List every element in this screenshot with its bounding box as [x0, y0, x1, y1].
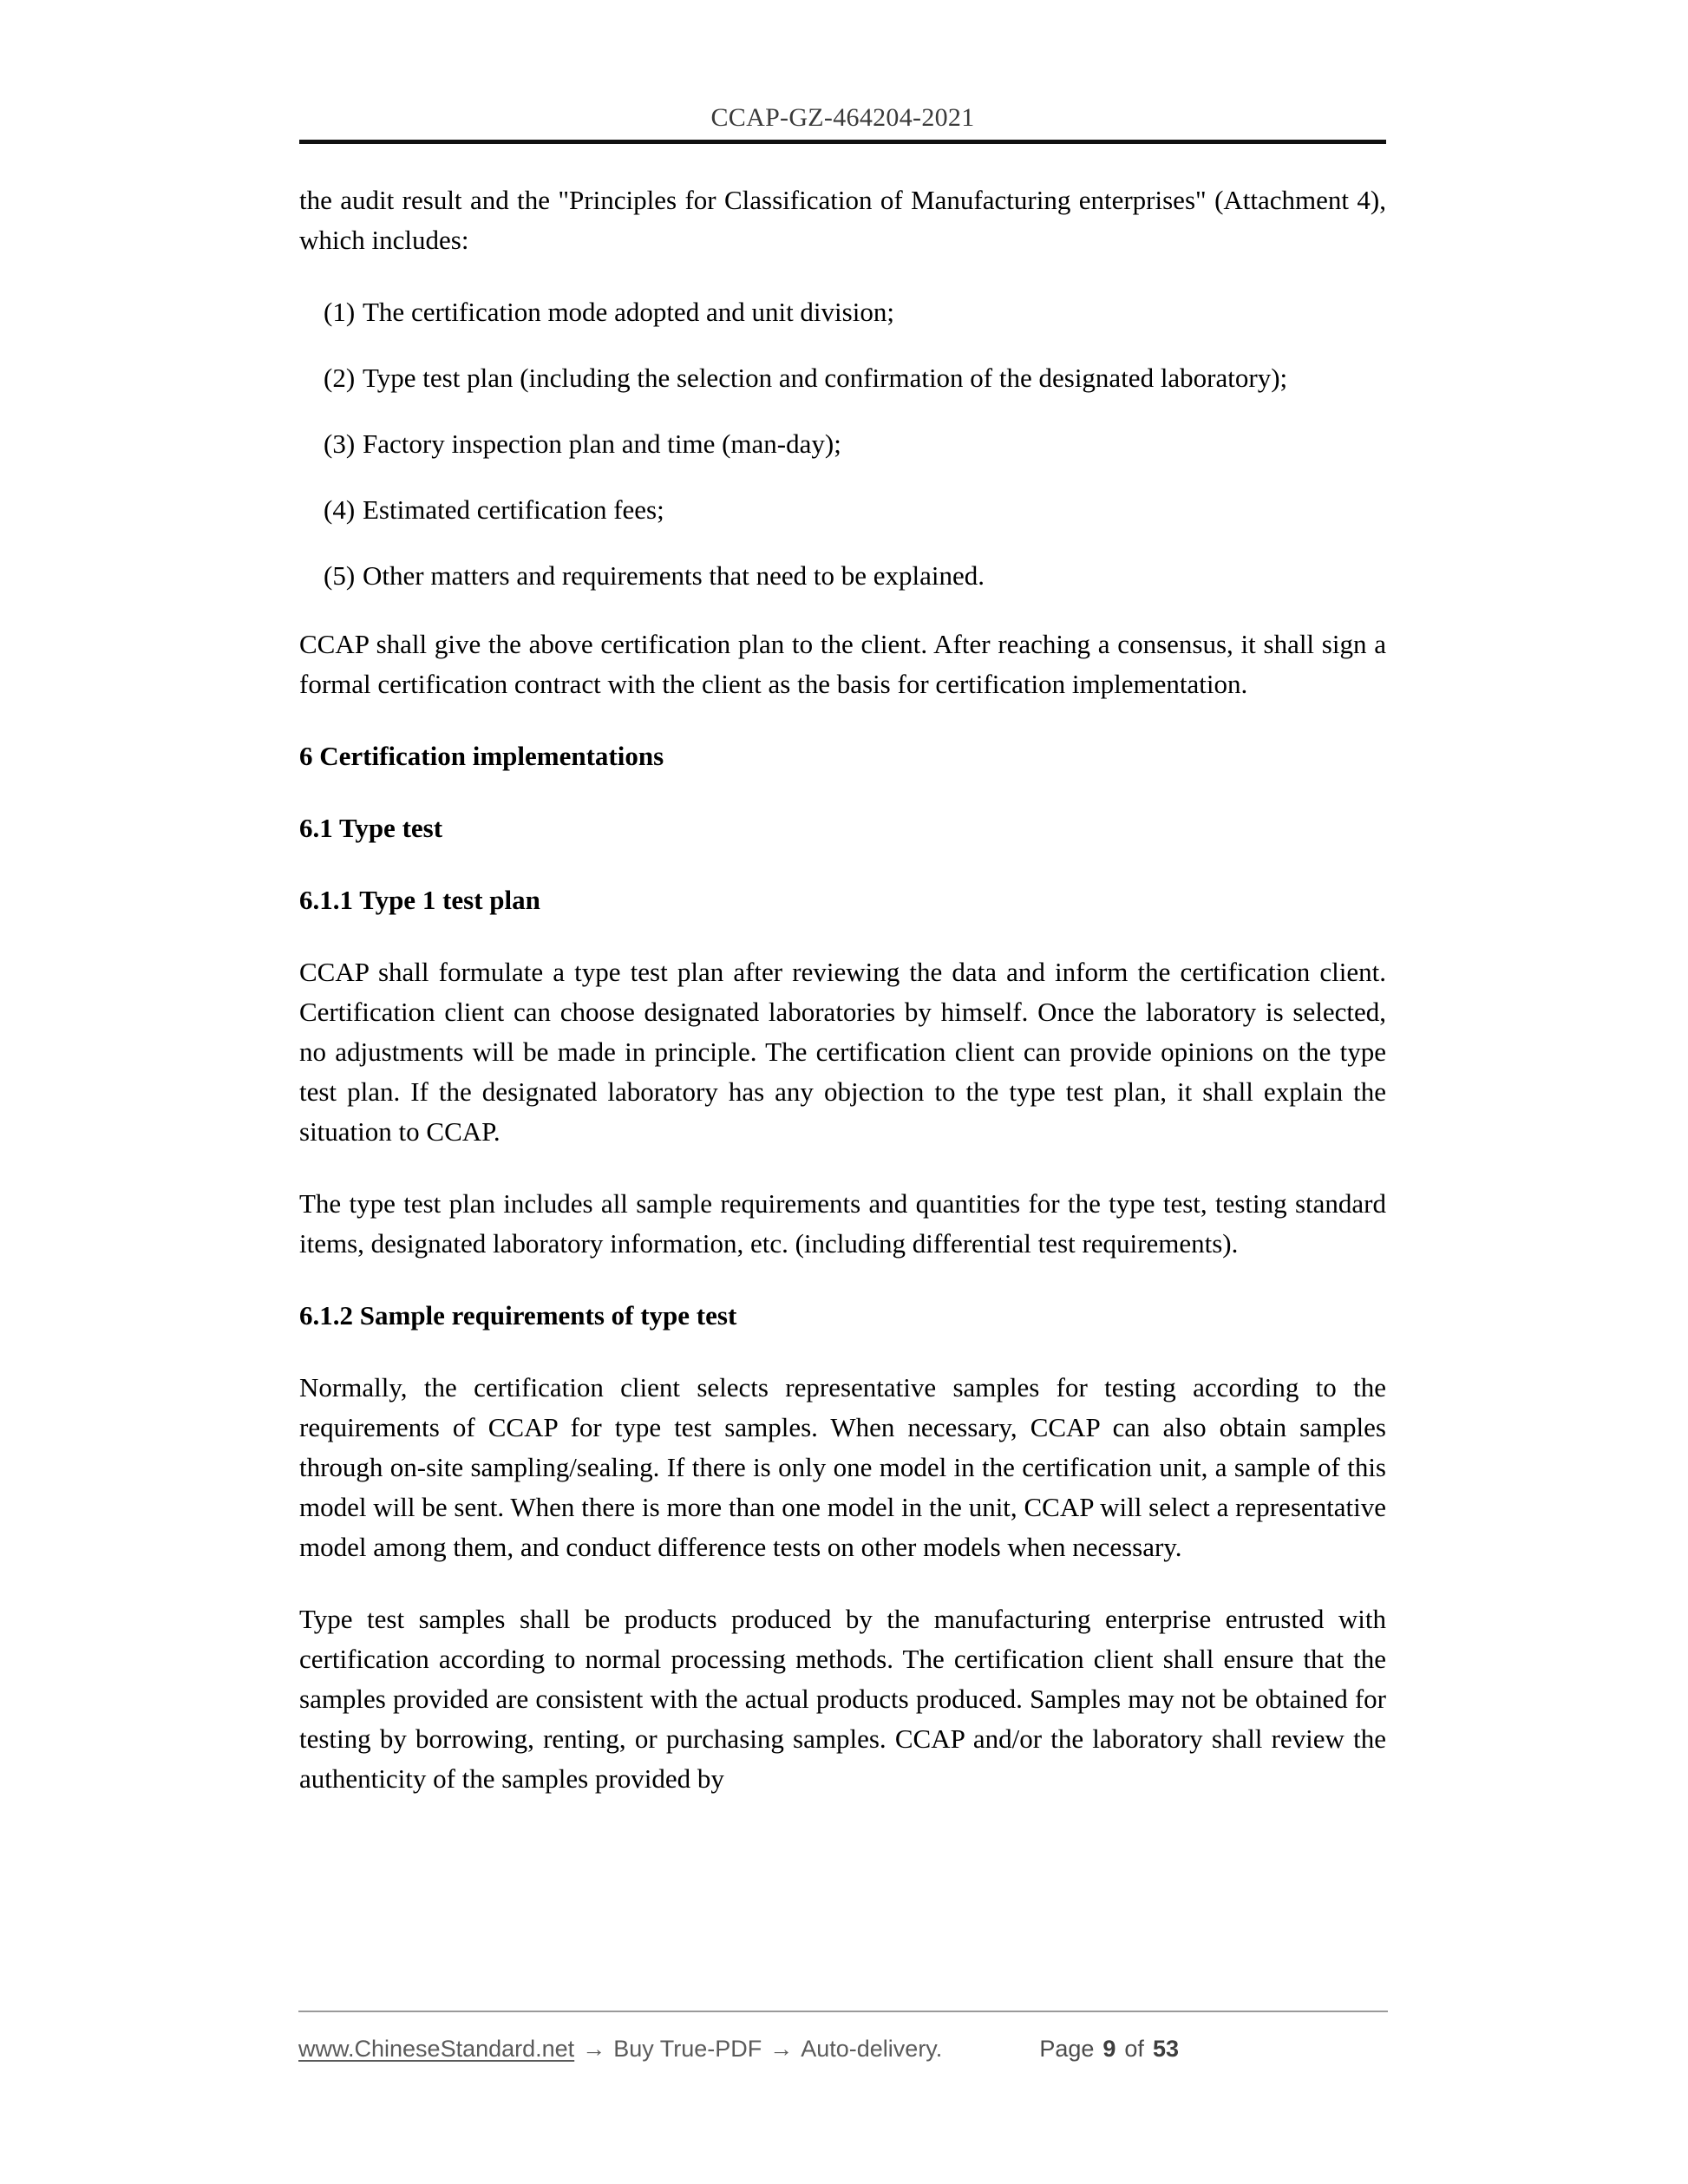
- page-header: [299, 102, 1386, 144]
- page-footer: [298, 2011, 1388, 2063]
- document-body: [299, 180, 1386, 1799]
- document-code: CCAP-GZ-464204-2021: [710, 103, 975, 132]
- list-item-marker: (4): [324, 494, 356, 525]
- section-heading-6: 6 Certification implementations: [299, 741, 664, 771]
- section-heading-6-1-1: 6.1.1 Type 1 test plan: [299, 885, 540, 915]
- paragraph-6-1-1-b: The type test plan includes all sample requirements and quantities for the type test, testing standard items, designated laboratory information, etc. (including differential test requirements).: [299, 1188, 1386, 1259]
- footer-promo: [298, 2034, 942, 2063]
- page-indicator: [1039, 2034, 1179, 2063]
- paragraph-6-1-1-a: CCAP shall formulate a type test plan after reviewing the data and inform the certification client. Certification client can choose designated laboratories by himself. Once the laboratory is selected, no adjustments will be made in principle. The certification client can provide opinions on the type test plan. If the designated laboratory has any objection to the type test plan, it shall explain the situation to CCAP.: [299, 957, 1386, 1147]
- list-item-text: The certification mode adopted and unit division;: [363, 297, 894, 327]
- list-item: [299, 556, 1386, 596]
- footer-divider: [298, 2011, 1388, 2012]
- page-total: 53: [1152, 2036, 1179, 2062]
- header-divider: [299, 140, 1386, 144]
- page-label: Page: [1039, 2036, 1095, 2062]
- section-heading-6-1: 6.1 Type test: [299, 813, 443, 843]
- list-item-text: Type test plan (including the selection and confirmation of the designated laboratory);: [363, 363, 1288, 393]
- arrow-right-icon: →: [769, 2036, 794, 2062]
- list-item-marker: (3): [324, 428, 356, 459]
- list-item: [299, 358, 1386, 398]
- footer-row: [298, 2034, 1388, 2063]
- numbered-list-block: [299, 292, 1386, 596]
- numbered-list: [299, 292, 1386, 596]
- page-of-label: of: [1124, 2036, 1144, 2062]
- list-item: [299, 490, 1386, 530]
- paragraph-6-1-2-b: Type test samples shall be products produced by the manufacturing enterprise entrusted with certification according to normal processing methods. The certification client shall ensure that the samples provided are consistent with the actual products produced. Samples may not be obtained for testing by borrowing, renting, or purchasing samples. CCAP and/or the laboratory shall review the authenticity of the samples provided by: [299, 1604, 1386, 1794]
- footer-promo-text-2: Auto-delivery.: [801, 2036, 943, 2062]
- list-item-marker: (1): [324, 297, 356, 327]
- intro-paragraph: the audit result and the "Principles for Classification of Manufacturing enterprises" (Attachment 4), which includes:: [299, 185, 1386, 255]
- list-item-text: Estimated certification fees;: [363, 494, 664, 525]
- list-item: [299, 292, 1386, 332]
- list-item-marker: (2): [324, 363, 356, 393]
- list-item-text: Other matters and requirements that need to be explained.: [363, 560, 985, 591]
- paragraph-6-1-2-a: Normally, the certification client selects representative samples for testing according to the requirements of CCAP for type test samples. When necessary, CCAP can also obtain samples through on-site sampling/sealing. If there is only one model in the certification unit, a sample of this model will be sent. When there is more than one model in the unit, CCAP will select a representative model among them, and conduct difference tests on other models when necessary.: [299, 1372, 1386, 1562]
- list-item: [299, 424, 1386, 464]
- list-item-text: Factory inspection plan and time (man-day);: [363, 428, 841, 459]
- section-heading-6-1-2: 6.1.2 Sample requirements of type test: [299, 1300, 737, 1331]
- website-link[interactable]: www.ChineseStandard.net: [298, 2036, 575, 2062]
- paragraph-after-list: CCAP shall give the above certification plan to the client. After reaching a consensus, it shall sign a formal certification contract with the client as the basis for certification implementation.: [299, 629, 1386, 699]
- footer-promo-text-1: Buy True-PDF: [613, 2036, 762, 2062]
- arrow-right-icon: →: [582, 2036, 606, 2062]
- page-number: 9: [1102, 2036, 1116, 2062]
- list-item-marker: (5): [324, 560, 356, 591]
